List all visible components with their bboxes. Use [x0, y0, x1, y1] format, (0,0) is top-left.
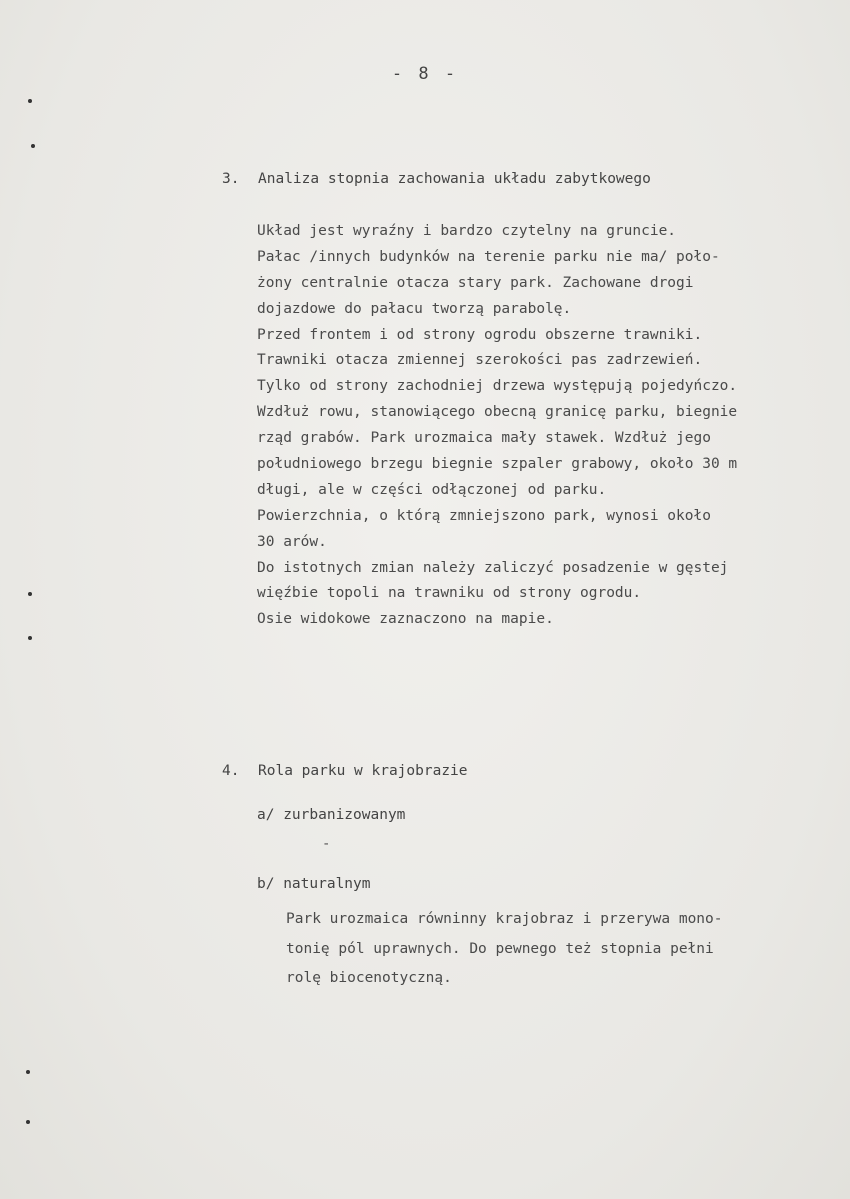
text-line: południowego brzegu biegnie szpaler grabowy, około 30 m — [257, 456, 738, 473]
page-number: - 8 - — [391, 64, 459, 84]
text-line: tonię pól uprawnych. Do pewnego też stopnia pełni — [286, 940, 714, 957]
section-3-heading — [222, 171, 651, 187]
section-4-item-a: a/ zurbanizowanym — [257, 807, 406, 823]
item-a-value: - — [322, 836, 331, 852]
text-line: długi, ale w części odłączonej od parku. — [257, 481, 607, 498]
text-line: Do istotnych zmian należy zaliczyć posadzenie w gęstej — [257, 559, 729, 576]
text-line: rząd grabów. Park urozmaica mały stawek. Wzdłuż jego — [257, 430, 711, 447]
margin-mark — [28, 636, 32, 640]
text-line: 30 arów. — [257, 533, 327, 550]
text-line: rolę biocenotyczną. — [286, 970, 452, 986]
margin-mark — [31, 144, 35, 148]
section-4-item-b-body — [286, 905, 723, 994]
text-line: Park urozmaica równinny krajobraz i przerywa mono- — [286, 911, 723, 927]
margin-mark — [28, 99, 32, 103]
margin-mark — [26, 1070, 30, 1074]
section-number: 3. — [222, 171, 240, 187]
text-line: Osie widokowe zaznaczono na mapie. — [257, 611, 554, 628]
text-line: Przed frontem i od strony ogrodu obszerne trawniki. — [257, 326, 703, 343]
section-4-heading — [222, 763, 468, 779]
text-line: Powierzchnia, o którą zmniejszono park, wynosi około — [257, 507, 711, 524]
text-line: Układ jest wyraźny i bardzo czytelny na gruncie. — [257, 223, 677, 239]
text-line: Trawniki otacza zmiennej szerokości pas zadrzewień. — [257, 352, 703, 369]
text-line: Tylko od strony zachodniej drzewa występują pojedyńczo. — [257, 378, 738, 395]
text-line: Wzdłuż rowu, stanowiącego obecną granicę parku, biegnie — [257, 404, 738, 421]
text-line: więźbie topoli na trawniku od strony ogrodu. — [257, 585, 642, 602]
section-4-item-b: b/ naturalnym — [257, 876, 371, 892]
section-title: Analiza stopnia zachowania układu zabytkowego — [258, 171, 651, 187]
text-line: dojazdowe do pałacu tworzą parabolę. — [257, 300, 572, 317]
section-number: 4. — [222, 763, 240, 779]
section-title: Rola parku w krajobrazie — [258, 763, 468, 779]
margin-mark — [26, 1120, 30, 1124]
margin-mark — [28, 592, 32, 596]
text-line: Pałac /innych budynków na terenie parku nie ma/ poło- — [257, 248, 720, 265]
section-3-body — [257, 219, 737, 633]
text-line: żony centralnie otacza stary park. Zachowane drogi — [257, 274, 694, 291]
